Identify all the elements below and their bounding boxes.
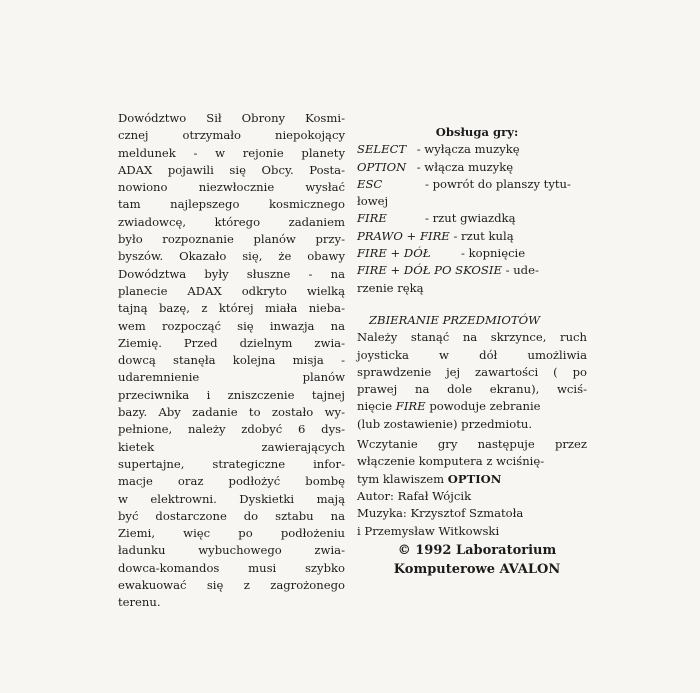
- credits-music-1: Muzyka: Krzysztof Szmatoła: [357, 506, 524, 521]
- control-fire-skos: FIRE + DÓŁ PO SKOSIE - ude-: [357, 263, 539, 278]
- story-line: kietek zawierających: [118, 439, 345, 454]
- story-line: było rozpoznanie planów przy-: [118, 232, 345, 247]
- control-prawo-fire: PRAWO + FIRE - rzut kulą: [357, 228, 514, 243]
- loading-line-2: włączenie komputera z wciśnię-: [357, 454, 545, 469]
- instructions-column: [357, 124, 587, 540]
- items-line-3: sprawdzenie jej zawartości ( po: [357, 364, 587, 379]
- items-line-2: joysticka w dół umożliwia: [357, 347, 587, 362]
- story-line: przeciwnika i zniszczenie tajnej: [118, 387, 345, 402]
- story-line: meldunek - w rejonie planety: [118, 145, 345, 160]
- story-line: macje oraz podłożyć bombę: [118, 474, 345, 489]
- story-line: cznej otrzymało niepokojący: [118, 128, 345, 143]
- story-line: nowiono niezwłocznie wysłać: [118, 180, 345, 195]
- items-line-5: nięcie FIRE powoduje zebranie: [357, 399, 541, 414]
- story-line: ewakuować się z zagrożonego: [118, 578, 345, 593]
- control-esc-cont: łowej: [357, 194, 389, 209]
- control-option: OPTION - włącza muzykę: [357, 159, 514, 174]
- story-line: być dostarczone do sztabu na: [118, 508, 345, 523]
- story-line: zwiadowcę, którego zadaniem: [118, 214, 345, 229]
- story-line: w elektrowni. Dyskietki mają: [118, 491, 345, 506]
- credits-music-2: i Przemysław Witkowski: [357, 523, 500, 538]
- story-column: [118, 110, 345, 612]
- story-line: Dowództwa były słuszne - na: [118, 266, 345, 281]
- story-line: tam najlepszego kosmicznego: [118, 197, 345, 212]
- story-line: dowcą stanęła kolejna misja -: [118, 353, 345, 368]
- control-skos-cont: rzenie ręką: [357, 280, 424, 295]
- story-line: wem rozpocząć się inwazja na: [118, 318, 345, 333]
- story-line: planecie ADAX odkryto wielką: [118, 283, 345, 298]
- items-line-1: Należy stanąć na skrzynce, ruch: [357, 330, 587, 345]
- story-line: Dowództwo Sił Obrony Kosmi-: [118, 111, 345, 125]
- story-line: byszów. Okazało się, że obawy: [118, 249, 345, 264]
- copyright-line-1: © 1992 Laboratorium: [397, 543, 557, 558]
- story-line: udaremnienie planów: [118, 370, 345, 385]
- credits-author: Autor: Rafał Wójcik: [357, 488, 472, 503]
- loading-line-1: Wczytanie gry następuje przez: [357, 437, 587, 452]
- control-fire-dol: FIRE + DÓŁ - kopnięcie: [357, 246, 526, 261]
- story-line: pełnione, należy zdobyć 6 dys-: [118, 422, 345, 437]
- story-line: ADAX pojawili się Obcy. Posta-: [118, 162, 345, 177]
- items-line-6: (lub zostawienie) przedmiotu.: [357, 416, 532, 431]
- story-line: terenu.: [118, 595, 161, 610]
- story-line: bazy. Aby zadanie to zostało wy-: [118, 405, 345, 420]
- items-heading: ZBIERANIE PRZEDMIOTÓW: [369, 312, 541, 327]
- copyright-line-2: Komputerowe AVALON: [393, 562, 561, 577]
- items-line-4: prawej na dole ekranu), wciś-: [357, 382, 587, 397]
- control-esc: ESC - powrót do planszy tytu-: [357, 176, 571, 191]
- story-line: Ziemi, więc po podłożeniu: [118, 526, 345, 541]
- story-line: supertajne, strategiczne infor-: [118, 456, 345, 471]
- controls-heading: Obsługa gry:: [435, 125, 519, 139]
- story-line: tajną bazę, z której miała nieba-: [118, 301, 345, 316]
- story-line: dowca-komandos musi szybko: [118, 560, 345, 575]
- story-line: ładunku wybuchowego zwia-: [118, 543, 345, 558]
- loading-line-3: tym klawiszem OPTION: [357, 471, 502, 486]
- copyright-block: [372, 541, 582, 579]
- control-select: SELECT - wyłącza muzykę: [357, 142, 520, 157]
- story-line: Ziemię. Przed dzielnym zwia-: [118, 335, 345, 350]
- control-fire: FIRE - rzut gwiazdką: [357, 211, 516, 226]
